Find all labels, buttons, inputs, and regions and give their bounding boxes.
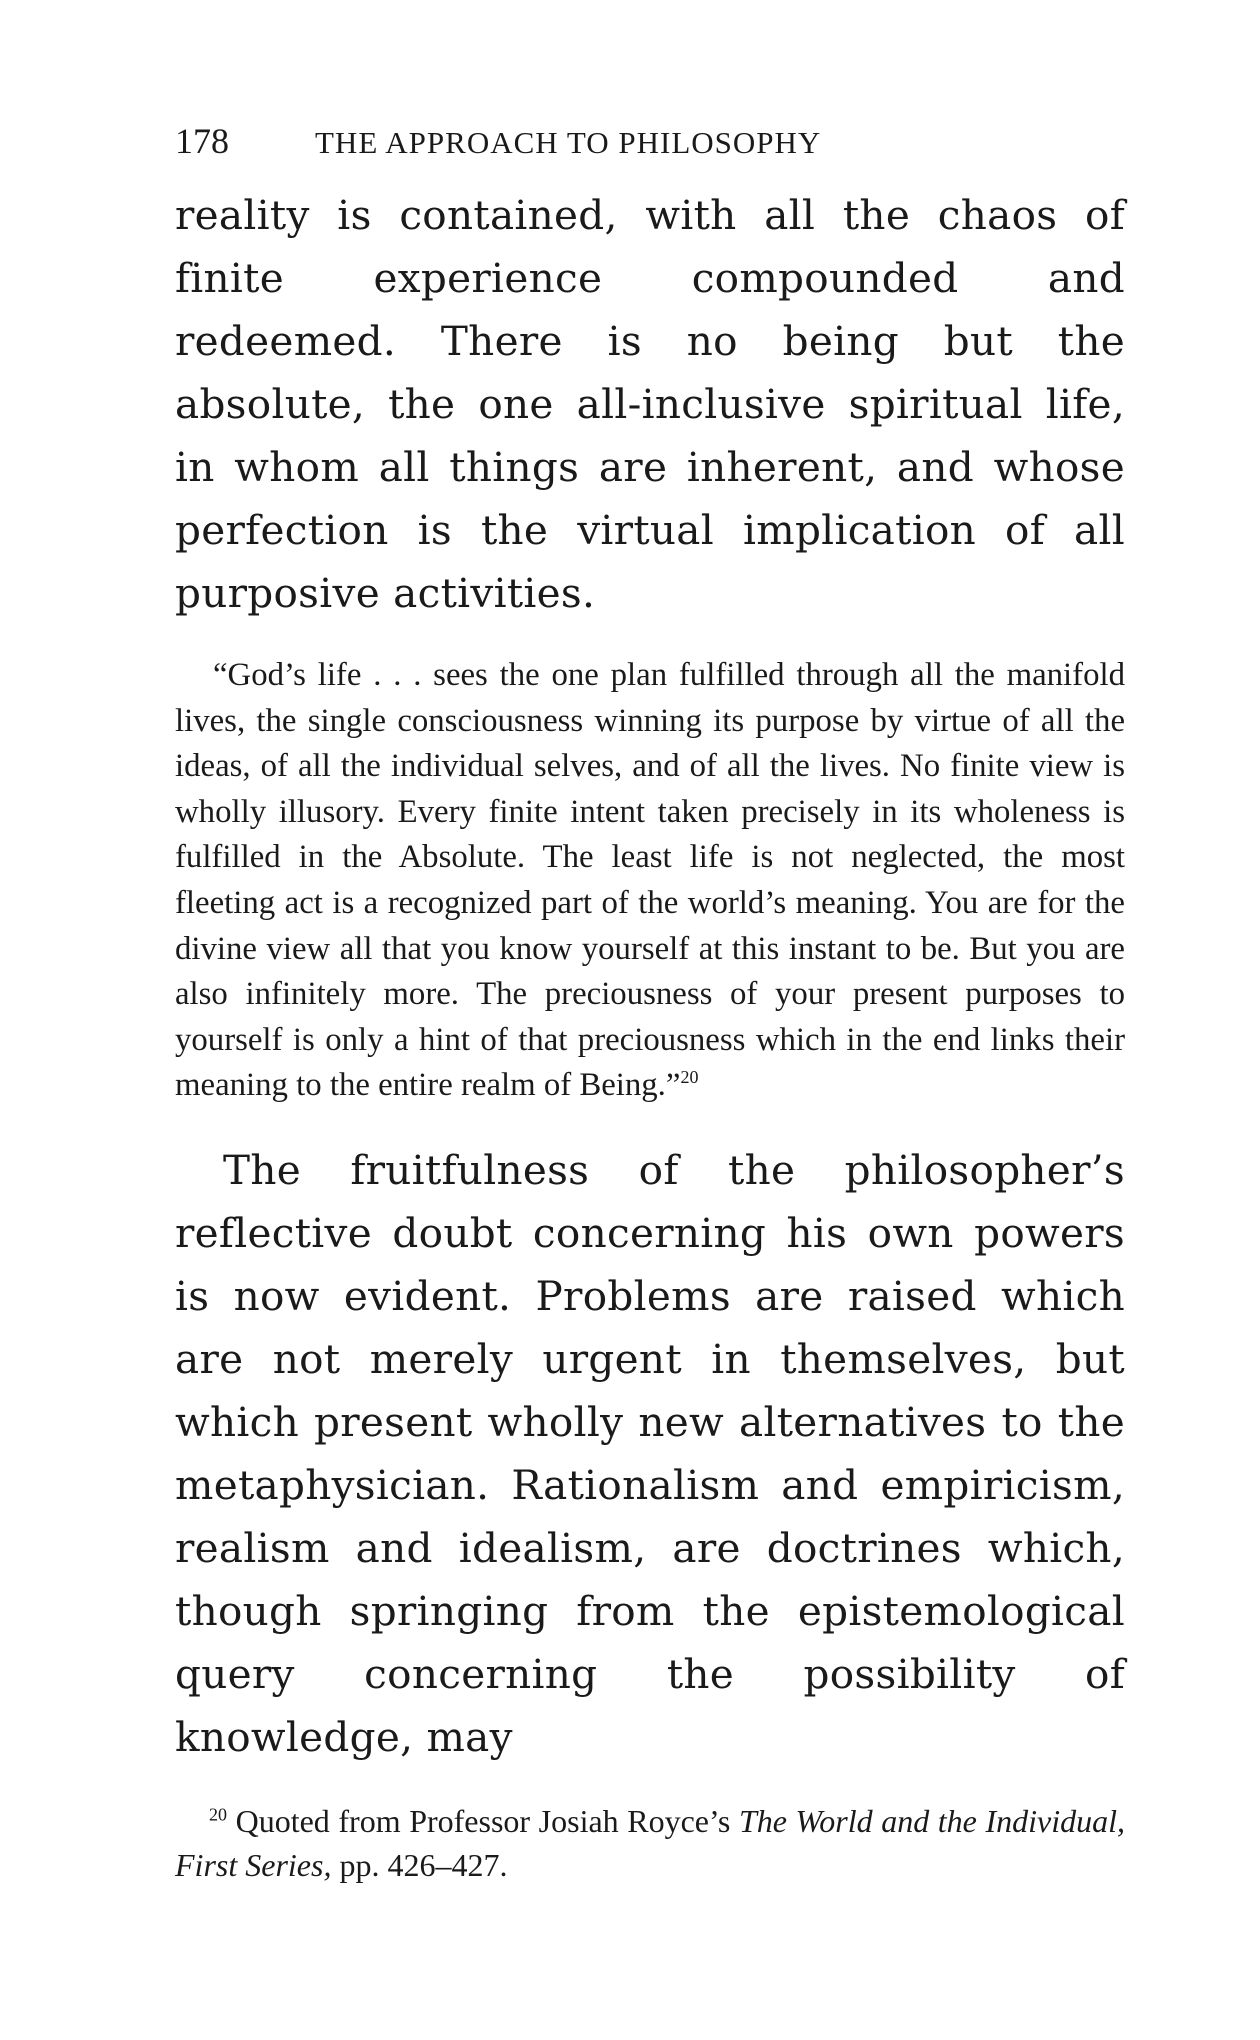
body-paragraph-continued: reality is contained, with all the chaos of finite experience compounded and redeemed. There is no being but the absolute, the one all-inclusive spiritual life, in whom all things are inherent, and whose perfection is the virtual implication of all purposive activities. (175, 191, 1125, 617)
page-number: 178 (175, 121, 229, 161)
footnote-title: The World and the Individual, First Series, (175, 1802, 1125, 1883)
body-paragraph: The fruitfulness of the philosopher’s reflective doubt concerning his own powers is now evident. Problems are raised which are not merely urgent in themselves, but which present wholly new alternatives to the metaphysician. Rationalism and empiricism, realism and idealism, are doctrines which, though springing from the epistemological query concerning the possibility of knowledge, may (175, 1145, 1125, 1761)
block-quote (175, 653, 1125, 1109)
footnote-number: 20 (209, 1804, 227, 1825)
footnote (175, 1799, 1125, 1887)
page-header (175, 120, 1125, 180)
quote-text: “God’s life . . . sees the one plan fulfilled through all the manifold lives, the single consciousness winning its purpose by virtue of all the ideas, of all the individual selves, and of all the lives. No finite view is wholly illusory. Every finite intent taken precisely in its wholeness is fulfilled in the Absolute. The least life is not neglected, the most fleeting act is a recognized part of the world’s meaning. You are for the divine view all that you know yourself at this instant to be. But you are also infinitely more. The preciousness of your present purposes to yourself is only a hint of that preciousness which in the end links their meaning to the entire realm of Being.” (175, 657, 1125, 1104)
footnote-pages: pp. 426–427. (331, 1846, 508, 1883)
quote-note-ref: 20 (680, 1067, 699, 1088)
footnote-lead: Quoted from Professor Josiah Royce’s (227, 1802, 739, 1839)
book-page (175, 120, 1125, 1887)
running-head: THE APPROACH TO PHILOSOPHY (315, 125, 822, 160)
